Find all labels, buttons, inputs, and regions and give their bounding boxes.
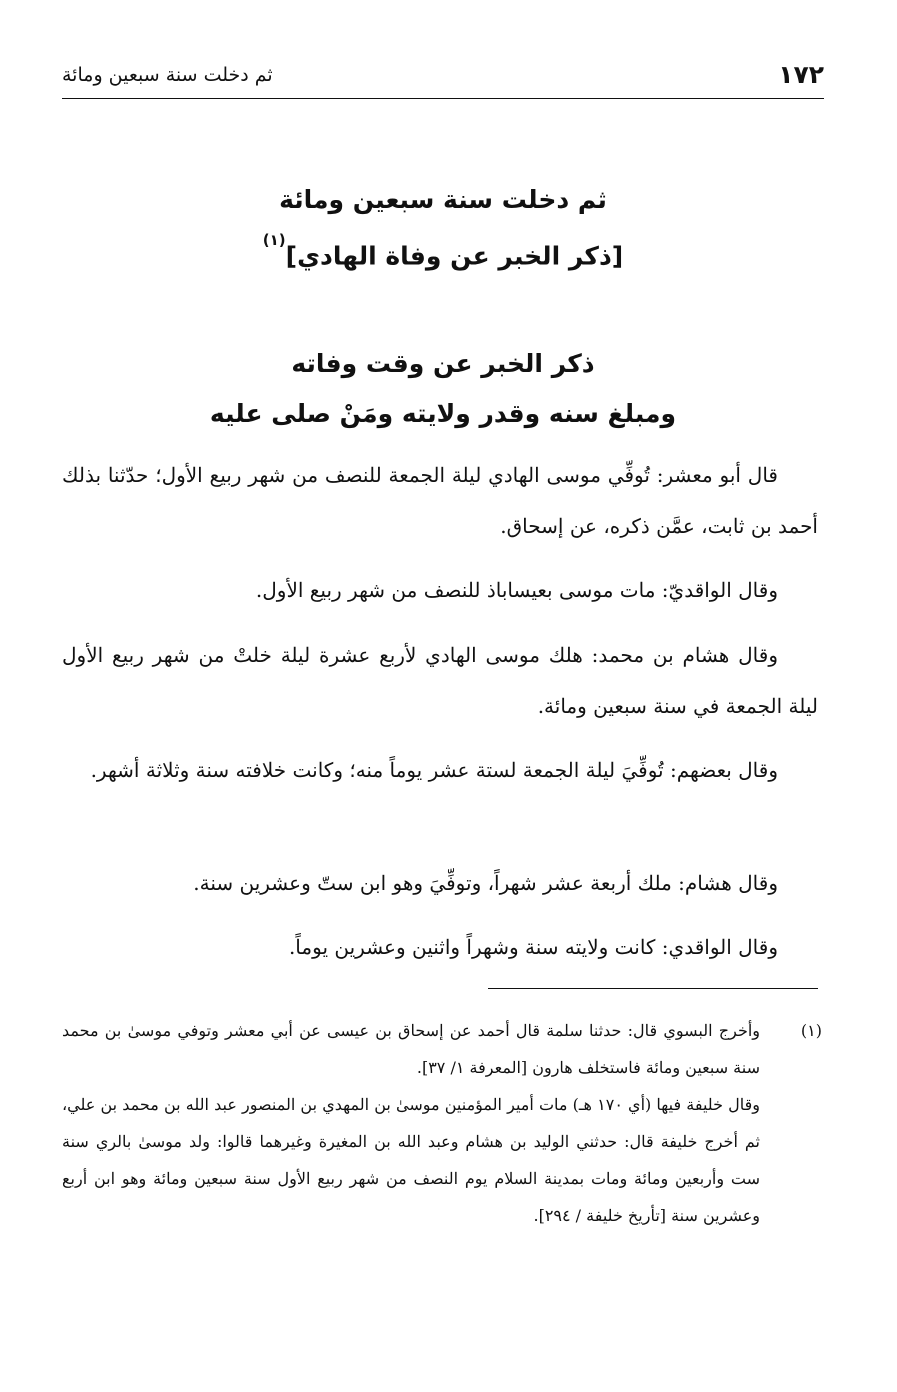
footnote-number: (١)	[800, 1021, 822, 1040]
footnote-1-continued	[62, 1086, 822, 1234]
footnote-text-2: وقال خليفة فيها (أي ١٧٠ هـ) مات أمير المؤمنين موسىٰ بن المهدي بن المنصور عبد الله بن محمد بن علي، ثم أخرج خليفة قال: حدثني الوليد بن هشام وعبد الله بن المغيرة وغيرهما قالوا: ولد موسىٰ بالري سنة ست وأربعين ومائة ومات بمدينة السلام يوم النصف من شهر ربيع الأول سنة سبعين ومائة وهو ابن أربع وعشرين سنة [تأريخ خليفة / ٢٩٤].	[62, 1095, 760, 1225]
footnote-ref: (١)	[262, 231, 286, 249]
header-divider	[62, 98, 824, 99]
paragraph-6	[62, 922, 818, 973]
chapter-heading-year-text: ثم دخلت سنة سبعين ومائة	[279, 185, 607, 214]
paragraph-text: قال أبو معشر: تُوفِّي موسى الهادي ليلة الجمعة للنصف من شهر ربيع الأول؛ حدّثنا بذلك أحمد بن ثابت، عمَّن ذكره، عن إسحاق.	[62, 463, 818, 538]
subheading-line-1	[62, 340, 824, 388]
running-header	[62, 60, 824, 96]
footnotes	[62, 1012, 822, 1234]
subheading-line-2	[62, 390, 824, 438]
section-heading-death	[62, 226, 824, 280]
paragraph-text: وقال الواقديّ: مات موسى بعيساباذ للنصف من شهر ربيع الأول.	[255, 578, 778, 602]
running-title: ثم دخلت سنة سبعين ومائة	[62, 64, 273, 86]
paragraph-2	[62, 565, 818, 616]
section-heading-death-text: [ذكر الخبر عن وفاة الهادي]	[285, 241, 624, 271]
chapter-heading-year	[62, 176, 824, 224]
paragraph-text: وقال هشام: ملك أربعة عشر شهراً، وتوفِّيَ وهو ابن ستّ وعشرين سنة.	[193, 871, 778, 895]
paragraph-1	[62, 450, 818, 552]
subheading-line-1-text: ذكر الخبر عن وقت وفاته	[291, 349, 595, 378]
paragraph-text: وقال بعضهم: تُوفِّيَ ليلة الجمعة لستة عشر يوماً منه؛ وكانت خلافته سنة وثلاثة أشهر.	[90, 758, 778, 782]
paragraph-text: وقال الواقدي: كانت ولايته سنة وشهراً واثنين وعشرين يوماً.	[288, 935, 778, 959]
paragraph-5	[62, 858, 818, 909]
footnote-divider	[488, 988, 818, 989]
paragraph-text: وقال هشام بن محمد: هلك موسى الهادي لأربع عشرة ليلة خلتْ من شهر ربيع الأول ليلة الجمعة في سنة سبعين ومائة.	[62, 643, 818, 718]
paragraph-3	[62, 630, 818, 732]
footnote-1	[62, 1012, 822, 1086]
paragraph-4	[62, 745, 818, 796]
footnote-text-1: وأخرج البسوي قال: حدثنا سلمة قال أحمد عن إسحاق بن عيسى عن أبي معشر وتوفي موسىٰ بن محمد سنة سبعين ومائة فاستخلف هارون [المعرفة ١/ ٣٧].	[62, 1021, 761, 1077]
page-number: ١٧٢	[778, 60, 824, 89]
subheading-line-2-text: ومبلغ سنه وقدر ولايته ومَنْ صلى عليه	[209, 399, 677, 428]
